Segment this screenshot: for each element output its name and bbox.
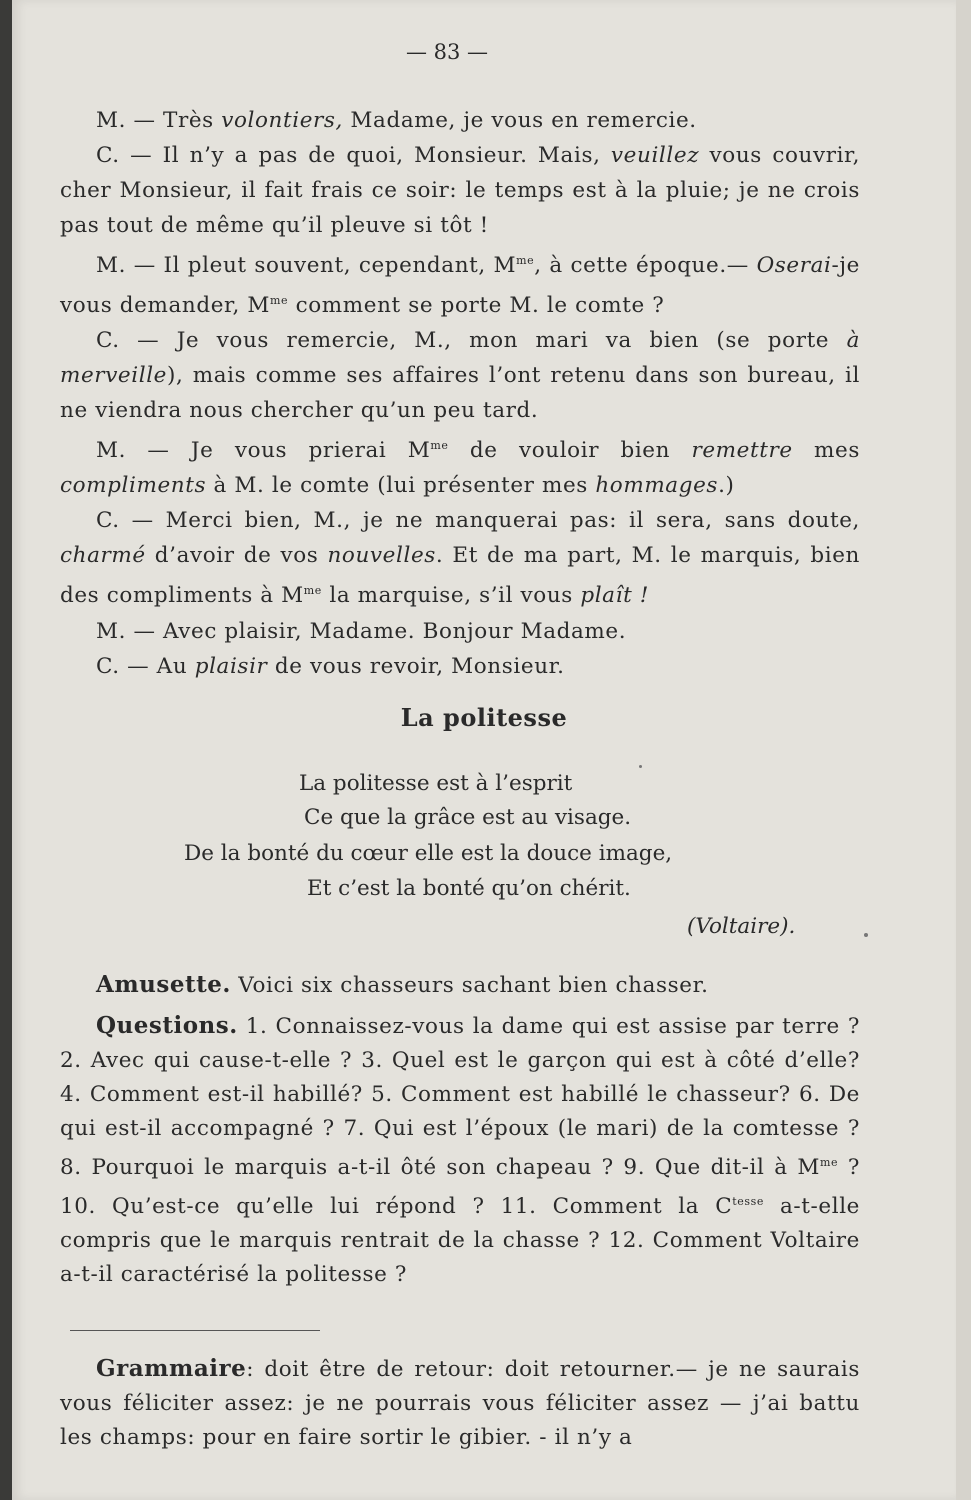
poem-line: Ce que la grâce est au visage. bbox=[304, 805, 632, 830]
dialogue-line: C. — Au plaisir de vous revoir, Monsieur. bbox=[96, 653, 565, 679]
poem-line: La politesse est à l’esprit bbox=[299, 771, 573, 796]
page-binding-edge bbox=[0, 0, 12, 1500]
speck bbox=[639, 765, 642, 768]
dialogue-line: M. — Très volontiers, Madame, je vous en remercie. bbox=[96, 108, 697, 133]
dialogue-line: C. — Je vous remercie, M., mon mari va bien (se porte à merveille), mais comme ses affaires l’ont retenu dans son bureau, il ne viendra nous chercher qu’un peu tard. bbox=[60, 328, 860, 424]
questions-label: Questions. bbox=[96, 1012, 238, 1039]
amusette-label: Amusette. bbox=[96, 971, 231, 998]
book-page bbox=[12, 0, 956, 1500]
poem-author: (Voltaire). bbox=[687, 914, 796, 939]
page-number: — 83 — bbox=[405, 40, 489, 64]
questions: Questions. 1. Connaissez-vous la dame qui est assise par terre ? 2. Avec qui cause-t-elle ? 3. Quel est le garçon qui est à côté d’elle? 4. Comment est-il habillé? 5. Comment est habillé le chasseur? 6. De qui est-il accompagné ? 7. Qui est l’époux (le mari) de la comtesse ? 8. Pourquoi le marquis a-t-il ôté son chapeau ? 9. Que dit-il à $M^{me}$ ? 10. Qu’est-ce qu’elle lui répond ? 11. Comment la $C^{tesse}$ a-t-elle compris que le marquis rentrait de la chasse ? 12. Comment Voltaire a-t-il caractérisé la politesse ? bbox=[60, 1012, 861, 1288]
grammaire bbox=[60, 1352, 860, 1455]
dialogue bbox=[60, 103, 860, 684]
poem-line: Et c’est la bonté qu’on chérit. bbox=[307, 876, 631, 901]
amusette: Amusette. Voici six chasseurs sachant bien chasser. bbox=[96, 971, 709, 998]
separator-rule bbox=[70, 1330, 320, 1331]
speck bbox=[864, 933, 868, 937]
grammaire-paragraph: Grammaire: doit être de retour: doit retourner.— je ne saurais vous féliciter assez: je ne pourrais vous féliciter assez — j’ai battu les champs: pour en faire sortir le gibier. - il n’y a bbox=[60, 1355, 860, 1450]
exercises bbox=[60, 968, 860, 1292]
dialogue-line: M. — Avec plaisir, Madame. Bonjour Madame. bbox=[96, 618, 627, 644]
dialogue-line: M. — Il pleut souvent, cependant, $M^{me}$, à cette époque.— Oserai-je vous demander, $M^{me}$ comment se porte M. le comte ? bbox=[60, 253, 860, 319]
grammaire-label: Grammaire bbox=[96, 1355, 247, 1382]
dialogue-line: M. — Je vous prierai $M^{me}$ de vouloir bien remettre mes compliments à M. le comte (lui présenter mes hommages.) bbox=[60, 438, 860, 499]
poem-line: De la bonté du cœur elle est la douce image, bbox=[184, 841, 673, 866]
poem-title: La politesse bbox=[400, 703, 568, 732]
dialogue-line: C. — Il n’y a pas de quoi, Monsieur. Mais, veuillez vous couvrir, cher Monsieur, il fait frais ce soir: le temps est à la pluie; je ne crois pas tout de même qu’il pleuve si tôt ! bbox=[60, 143, 860, 238]
dialogue-line: C. — Merci bien, M., je ne manquerai pas: il sera, sans doute, charmé d’avoir de vos nouvelles. Et de ma part, M. le marquis, bien des compliments à $M^{me}$ la marquise, s’il vous plaît ! bbox=[60, 508, 860, 609]
